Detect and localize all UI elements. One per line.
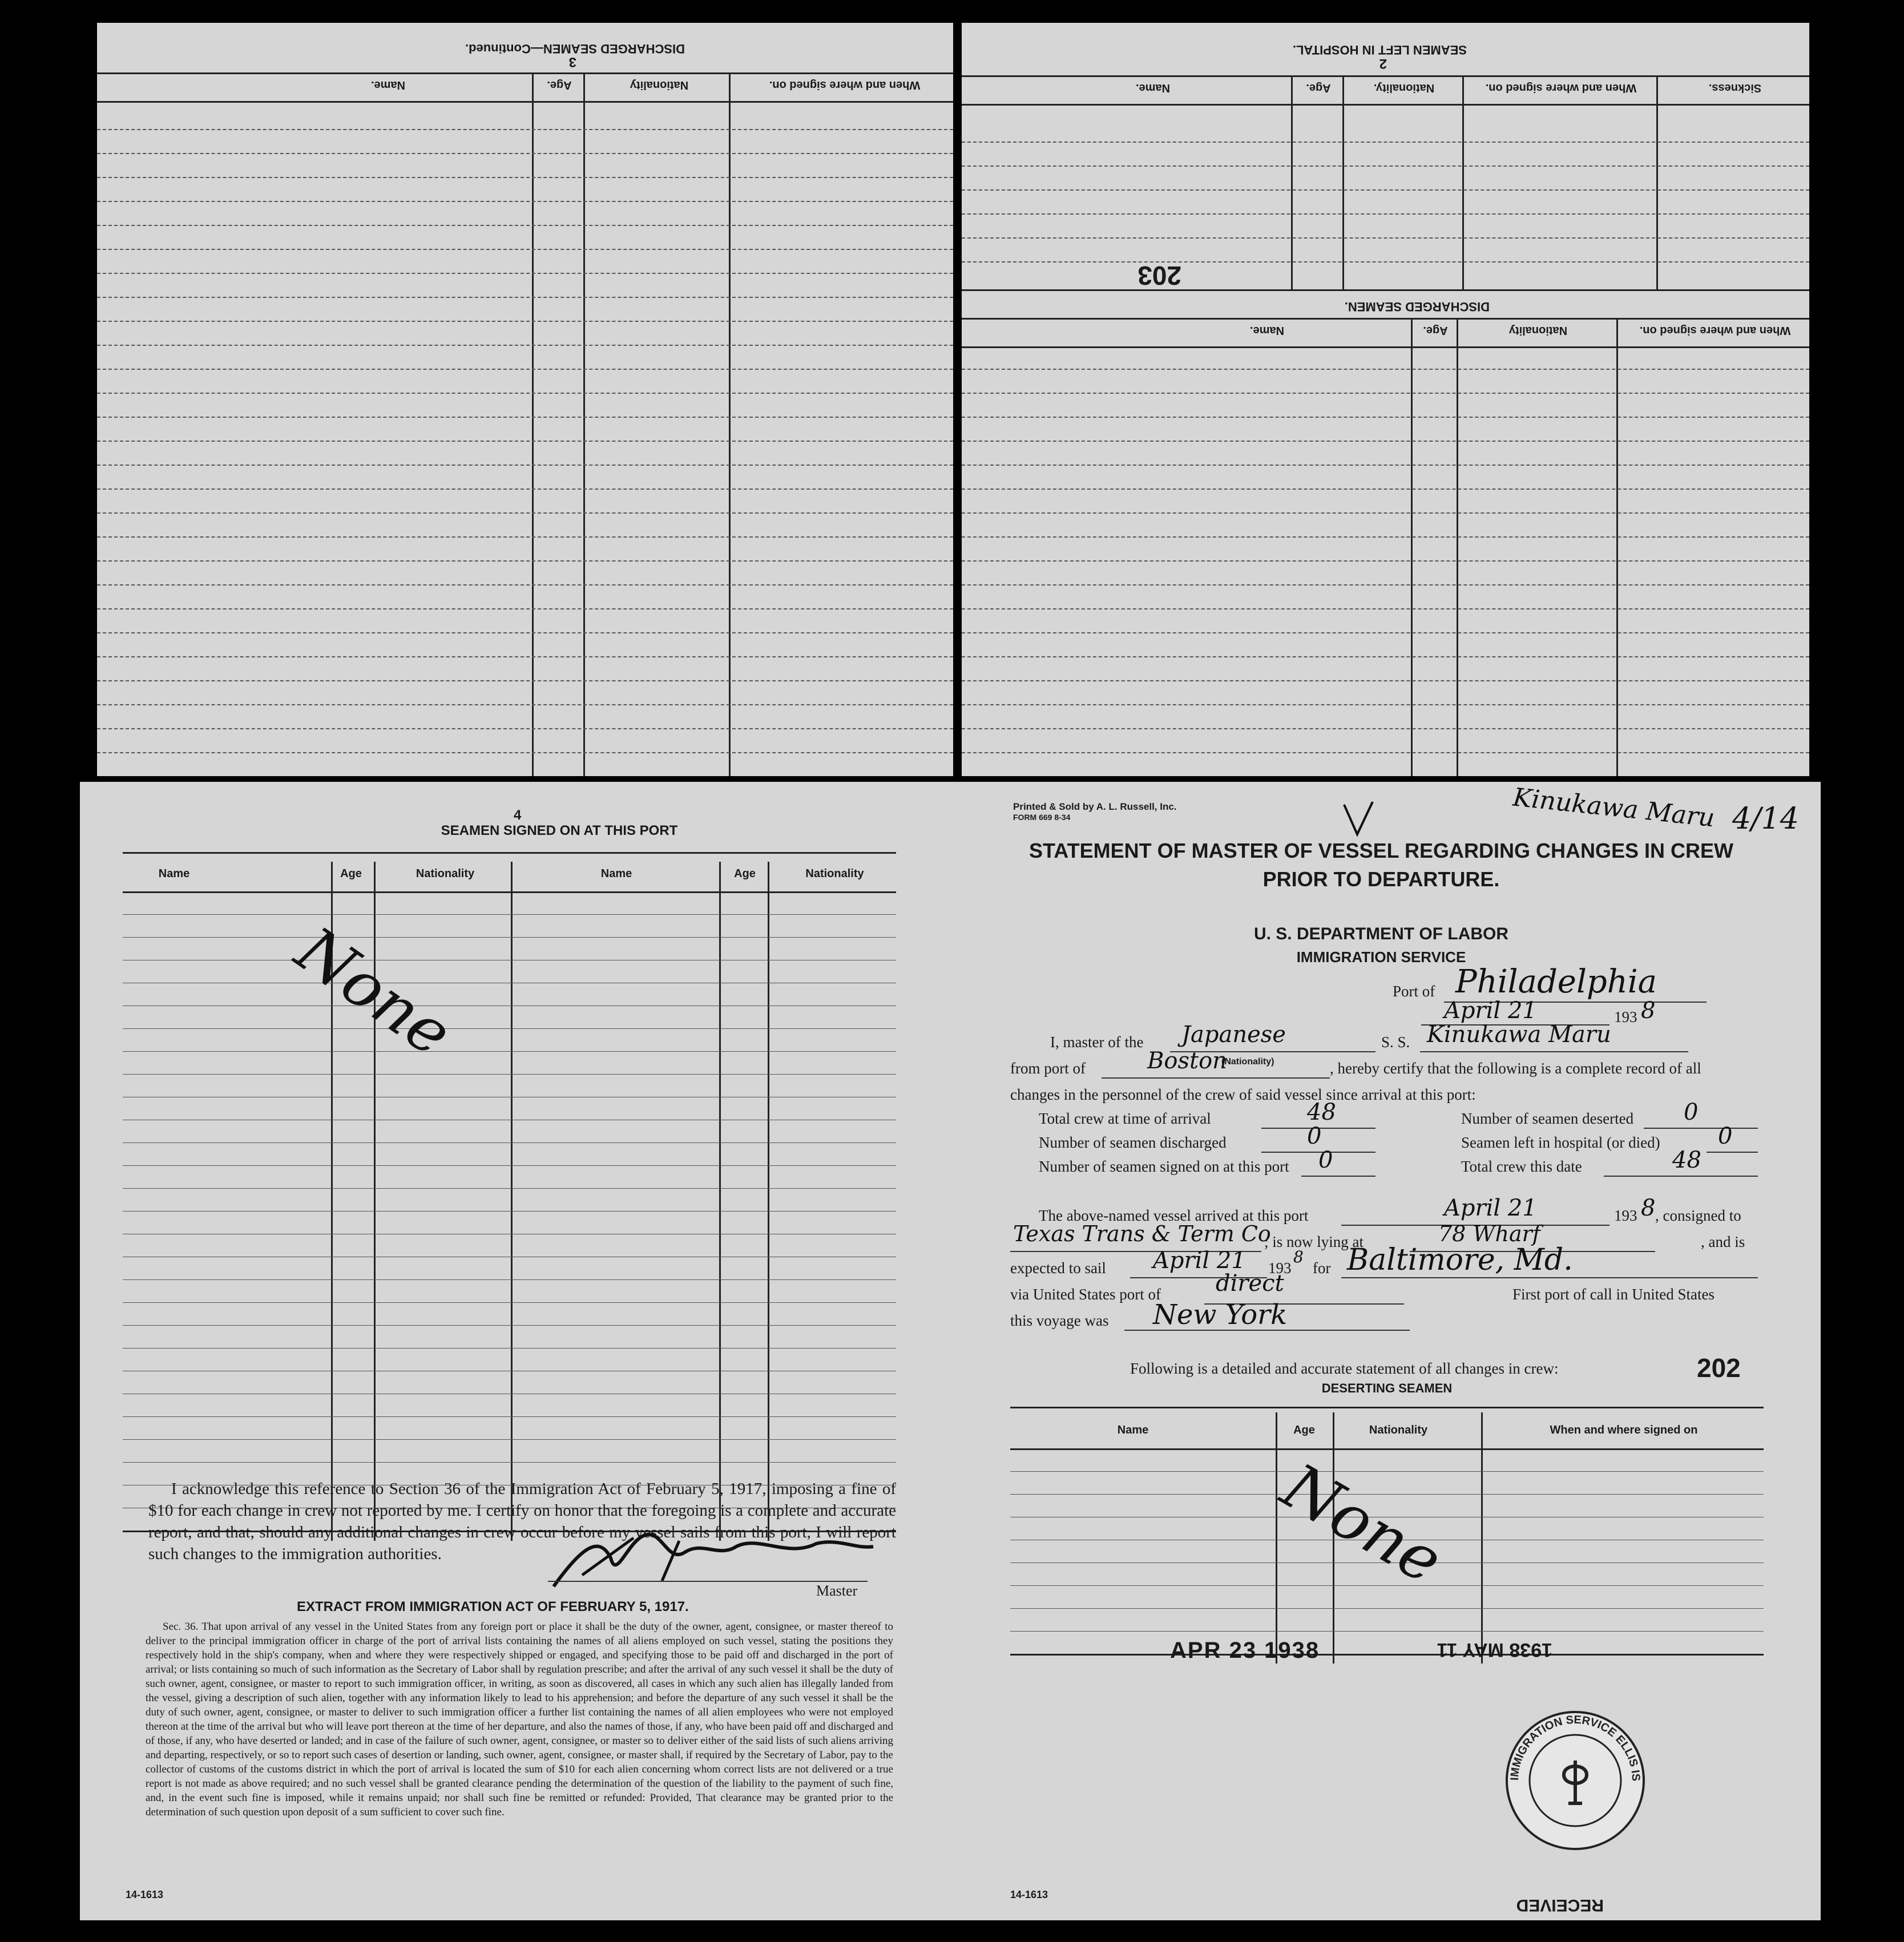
- form-code: 14-1613: [1010, 1889, 1048, 1900]
- col-name-2: Name: [600, 867, 632, 880]
- entry-line: [97, 656, 953, 657]
- from-port-value: Boston: [1147, 1048, 1227, 1074]
- deserted-value: 0: [1684, 1099, 1699, 1125]
- seal-text: IMMIGRATION SERVICE ELLIS IS: [1508, 1713, 1643, 1782]
- form-code: 14-1613: [126, 1889, 164, 1900]
- total-arrival-value: 48: [1307, 1099, 1336, 1125]
- discharged-col-when: When and where signed on.: [1639, 324, 1791, 337]
- hospital-title: SEAMEN LEFT IN HOSPITAL.: [1292, 43, 1467, 57]
- page-3-upside-down: [97, 23, 953, 776]
- year-prefix: 193: [1614, 1008, 1637, 1025]
- discharged-col-nationality: Nationality: [1508, 324, 1568, 337]
- handwritten-none: None: [1270, 1450, 1455, 1598]
- and-is-label: , and is: [1701, 1233, 1745, 1250]
- arrived-value: April 21: [1444, 1195, 1537, 1221]
- row-line: [123, 937, 896, 938]
- form-title-line1: STATEMENT OF MASTER OF VESSEL REGARDING CHANGES IN CREW: [1028, 839, 1734, 862]
- page-4-number: 4: [514, 808, 522, 823]
- via-value: direct: [1216, 1270, 1284, 1297]
- received-date-stamp: APR 23 1938: [1170, 1638, 1320, 1663]
- col-divider: [1342, 77, 1344, 291]
- extract-title: EXTRACT FROM IMMIGRATION ACT OF FEBRUARY 5, 1917.: [297, 1599, 689, 1614]
- voyage-label: this voyage was: [1010, 1312, 1109, 1329]
- entry-line: [97, 369, 953, 370]
- total-date-value: 48: [1672, 1147, 1701, 1173]
- entry-line: [97, 560, 953, 562]
- signed-on-label: Number of seamen signed on at this port: [1039, 1158, 1289, 1175]
- from-port-line: [1102, 1077, 1330, 1079]
- entry-line: [962, 536, 1809, 538]
- desert-col-when: When and where signed on: [1550, 1424, 1698, 1436]
- first-port-label: First port of call in United States: [1512, 1286, 1715, 1303]
- department: U. S. DEPARTMENT OF LABOR: [1253, 924, 1509, 943]
- header-rule: [97, 72, 953, 74]
- col-age-1: Age: [340, 867, 362, 880]
- table-header-rule: [123, 891, 896, 893]
- col-divider: [1276, 1412, 1277, 1664]
- row-line: [123, 1416, 896, 1417]
- page-3-section-title: DISCHARGED SEAMEN—Continued.: [465, 42, 685, 56]
- col-age-2: Age: [734, 867, 756, 880]
- entry-line: [962, 465, 1809, 466]
- entry-line: [97, 297, 953, 298]
- page-number-stamp: 203: [1137, 261, 1181, 290]
- for-label: for: [1313, 1259, 1331, 1277]
- discharged-col-name: Name.: [1249, 324, 1285, 337]
- page-3-content: [97, 23, 953, 776]
- desert-col-nationality: Nationality: [1369, 1424, 1428, 1436]
- master-label: Master: [816, 1582, 858, 1599]
- col-divider: [1411, 320, 1413, 776]
- consignee-value: Texas Trans & Term Co: [1013, 1221, 1271, 1246]
- annotation-ship-name: Kinukawa Maru: [1511, 782, 1716, 833]
- signed-on-title: SEAMEN SIGNED ON AT THIS PORT: [441, 823, 678, 838]
- entry-line: [97, 225, 953, 226]
- signed-on-line: [1301, 1176, 1375, 1177]
- row-line: [123, 1279, 896, 1280]
- row-line: [123, 914, 896, 915]
- col-divider: [729, 74, 731, 776]
- hospital-header-rule-2: [962, 104, 1809, 106]
- entry-line: [97, 704, 953, 705]
- deserting-title: DESERTING SEAMEN: [1321, 1381, 1453, 1395]
- hospital-col-age: Age.: [1306, 82, 1331, 94]
- entry-line: [97, 249, 953, 250]
- row-line: [1010, 1585, 1764, 1586]
- deserting-top-rule: [1010, 1407, 1764, 1408]
- entry-line: [962, 728, 1809, 729]
- entry-line: [962, 608, 1809, 609]
- row-line: [123, 1051, 896, 1052]
- entry-line: [97, 465, 953, 466]
- row-line: [1010, 1631, 1764, 1632]
- col-divider: [1291, 77, 1293, 291]
- desert-col-age: Age: [1293, 1424, 1315, 1436]
- row-line: [123, 1188, 896, 1189]
- destination-line: [1341, 1277, 1758, 1278]
- col-divider: [1656, 77, 1658, 291]
- col-name-1: Name: [158, 867, 190, 880]
- deserted-label: Number of seamen deserted: [1461, 1110, 1634, 1127]
- row-line: [123, 1074, 896, 1075]
- annotation-date: 4/14: [1732, 802, 1799, 836]
- hospital-label: Seamen left in hospital (or died): [1461, 1134, 1660, 1151]
- header-rule-2: [97, 101, 953, 103]
- entry-line: [97, 129, 953, 130]
- ship-name: Kinukawa Maru: [1427, 1022, 1611, 1048]
- page-3-number: 3: [568, 54, 576, 70]
- col-divider: [1616, 320, 1618, 776]
- entry-line: [962, 165, 1809, 167]
- row-line: [123, 1142, 896, 1143]
- entry-line: [97, 512, 953, 514]
- check-mark: [1341, 799, 1375, 842]
- arrived-year-suffix: 8: [1641, 1195, 1656, 1221]
- row-line: [1010, 1608, 1764, 1609]
- table-top-rule: [123, 852, 896, 854]
- ship-name-line: [1420, 1051, 1688, 1052]
- entry-line: [962, 393, 1809, 394]
- deserting-bottom-rule: [1010, 1654, 1764, 1656]
- extract-text: Sec. 36. That upon arrival of any vessel in the United States from any foreign port or place it shall be the duty of the owner, agent, consignee, or master thereof to deliver to the principal immigration officer in charge of the port of arrival lists containing the names of all aliens employed on such vessel, stating the positions they respectively hold in the ship's company, when and where they were respectively shipped or engaged, and specifying those to be paid off and discharged in the port of arrival; or lists containing so much of such information as the Secretary of Labor shall by regulation prescribe; and after the arrival of any such vessel it shall be the duty of such owner, agent, consignee, or master to report to such immigration officer, in writing, as soon as discovered, all cases in which any such alien has illegally landed from the vessel, giving a description of such alien, together with any information likely to lead to his apprehension; and before the departure of any such vessel it shall be the duty of such owner, agent, consignee, or master to deliver to such immigration officer a further list containing the names of all alien employees who were not employed thereon at the time of the arrival but who will leave port thereon at the time of her departure, and also the names of those, if any, who have been paid off and discharged and of those, if any, who have deserted or landed; and in case of the failure of such owner, agent, consignee, or master so to deliver either of the said lists of such aliens arriving and departing, respectively, or so to report such cases of desertion or landing, such owner, agent, consignee, or master shall, if required by the Secretary of Labor, pay to the collector of customs of the customs district in which the port of arrival is located the sum of $10 for each alien concerning whom correct lists are not delivered or a true report is not made as above required; and no such vessel shall be granted clearance pending the determination of the question of the liability to the payment of such fine, and, in the event such fine is imposed, while it remains unpaid; nor shall such fine be remitted or refunded: Provided, That clearance may be granted prior to the determination of such question upon deposit of a sum sufficient to cover such fine.: [146, 1621, 893, 1818]
- date-value: April 21: [1444, 998, 1537, 1024]
- entry-line: [962, 261, 1809, 263]
- port-value: Philadelphia: [1455, 963, 1657, 1000]
- col-nationality-2: Nationality: [805, 867, 864, 880]
- col-name: Name.: [370, 79, 406, 91]
- page-2-number: 2: [1379, 56, 1387, 71]
- entry-line: [97, 728, 953, 729]
- row-line: [123, 1165, 896, 1166]
- row-line: [1010, 1471, 1764, 1472]
- entry-line: [97, 584, 953, 586]
- nationality-value: Japanese: [1181, 1022, 1286, 1048]
- entry-line: [97, 608, 953, 609]
- immigration-seal: [1501, 1706, 1649, 1855]
- entry-line: [97, 177, 953, 178]
- row-line: [123, 1348, 896, 1349]
- changes-text: changes in the personnel of the crew of said vessel since arrival at this port:: [1010, 1086, 1476, 1103]
- year-suffix: 8: [1641, 998, 1656, 1024]
- hospital-header-rule: [962, 75, 1809, 77]
- page-4: [80, 782, 953, 1920]
- row-line: [123, 1302, 896, 1303]
- entry-line: [962, 142, 1809, 143]
- entry-line: [97, 273, 953, 274]
- row-line: [123, 1439, 896, 1440]
- row-line: [123, 1211, 896, 1212]
- entry-line: [962, 237, 1809, 239]
- col-nationality-1: Nationality: [416, 867, 475, 880]
- nationality-caption: (Nationality): [1221, 1057, 1274, 1067]
- entry-line: [962, 704, 1809, 705]
- row-line: [123, 1325, 896, 1326]
- entry-line: [962, 584, 1809, 586]
- entry-line: [962, 656, 1809, 657]
- col-when-signed: When and where signed on.: [769, 79, 921, 91]
- page-2-content: [962, 23, 1809, 776]
- page-1-statement: [942, 782, 1821, 1920]
- entry-line: [97, 632, 953, 633]
- hospital-col-name: Name.: [1135, 82, 1171, 94]
- entry-line: [962, 369, 1809, 370]
- entry-line: [962, 632, 1809, 633]
- entry-line: [97, 201, 953, 202]
- col-divider: [583, 74, 585, 776]
- entry-line: [962, 560, 1809, 562]
- service: IMMIGRATION SERVICE: [1296, 948, 1466, 966]
- following-text: Following is a detailed and accurate statement of all changes in crew:: [1130, 1360, 1559, 1377]
- entry-line: [97, 153, 953, 154]
- entry-line: [97, 441, 953, 442]
- col-divider: [532, 74, 534, 776]
- col-divider: [1457, 320, 1458, 776]
- hospital-col-nationality: Nationality.: [1373, 82, 1435, 94]
- form-title-line2: PRIOR TO DEPARTURE.: [1262, 867, 1500, 891]
- col-divider: [1462, 77, 1464, 291]
- hospital-col-when: When and where signed on.: [1485, 82, 1637, 94]
- col-nationality: Nationality: [630, 79, 689, 91]
- deserting-header-rule: [1010, 1448, 1764, 1450]
- entry-line: [97, 536, 953, 538]
- entry-line: [962, 752, 1809, 753]
- entry-line: [962, 488, 1809, 490]
- expected-label: expected to sail: [1010, 1259, 1106, 1277]
- col-age: Age.: [547, 79, 572, 91]
- row-line: [1010, 1494, 1764, 1495]
- entry-line: [962, 441, 1809, 442]
- via-label: via United States port of: [1010, 1286, 1161, 1303]
- first-port-value: New York: [1153, 1299, 1288, 1331]
- may-stamp: 1938 MAY 11: [1437, 1639, 1552, 1661]
- discharged-label: Number of seamen discharged: [1039, 1134, 1227, 1151]
- lying-label: ; is now lying at: [1264, 1233, 1364, 1250]
- form-number: FORM 669 8-34: [1013, 813, 1071, 822]
- col-divider: [1481, 1412, 1483, 1664]
- hospital-line: [1707, 1152, 1758, 1153]
- received-stamp: RECEIVED: [1516, 1896, 1604, 1915]
- consigned-label: , consigned to: [1655, 1207, 1741, 1224]
- entry-line: [97, 488, 953, 490]
- entry-line: [97, 417, 953, 418]
- hospital-col-sickness: Sickness.: [1708, 82, 1762, 94]
- entry-line: [962, 417, 1809, 418]
- lying-value: 78 Wharf: [1438, 1221, 1540, 1246]
- sail-date-value: April 21: [1153, 1247, 1246, 1274]
- desert-col-name: Name: [1117, 1424, 1149, 1436]
- sail-year-prefix: 193: [1268, 1259, 1292, 1277]
- discharged-header-rule-2: [962, 346, 1809, 348]
- entry-line: [962, 680, 1809, 681]
- entry-line: [97, 752, 953, 753]
- deserted-line: [1644, 1128, 1758, 1129]
- handwritten-none: None: [283, 913, 465, 1071]
- hospital-value: 0: [1718, 1123, 1733, 1149]
- entry-line: [97, 321, 953, 322]
- discharged-header-rule: [962, 318, 1809, 320]
- acknowledgement: I acknowledge this reference to Section 36 of the Immigration Act of February 5, 1917, imposing a fine of $10 for each change in crew not reported by me. I certify on honor that the foregoing is a complete and accurate report, and that, should any additional changes in crew occur before my vessel sails from this port, I will report such changes to the immigration authorities.: [148, 1480, 896, 1563]
- total-arrival-label: Total crew at time of arrival: [1039, 1110, 1211, 1127]
- printer-credit: Printed & Sold by A. L. Russell, Inc.: [1013, 801, 1177, 812]
- entry-line: [962, 189, 1809, 191]
- signed-on-value: 0: [1318, 1147, 1333, 1173]
- certify-text: , hereby certify that the following is a complete record of all: [1330, 1060, 1701, 1077]
- total-date-line: [1604, 1176, 1758, 1177]
- from-port-label: from port of: [1010, 1060, 1086, 1077]
- section-rule: [962, 289, 1809, 291]
- master-of-label: I, master of the: [1050, 1033, 1144, 1051]
- entry-line: [97, 393, 953, 394]
- entry-line: [962, 213, 1809, 215]
- total-date-label: Total crew this date: [1461, 1158, 1582, 1175]
- destination-value: Baltimore, Md.: [1347, 1243, 1573, 1277]
- stamped-number: 202: [1697, 1353, 1741, 1383]
- discharged-col-age: Age.: [1423, 324, 1448, 337]
- discharged-value: 0: [1307, 1123, 1322, 1149]
- entry-line: [97, 680, 953, 681]
- entry-line: [962, 512, 1809, 514]
- arrived-label: The above-named vessel arrived at this port: [1039, 1207, 1309, 1224]
- arrived-year-prefix: 193: [1614, 1207, 1637, 1224]
- port-label: Port of: [1393, 983, 1435, 1000]
- row-line: [123, 1028, 896, 1029]
- entry-line: [97, 345, 953, 346]
- row-line: [123, 1462, 896, 1463]
- discharged-title: DISCHARGED SEAMEN.: [1344, 300, 1490, 314]
- sail-year-suffix: 8: [1293, 1247, 1304, 1266]
- ss-label: S. S.: [1381, 1033, 1410, 1051]
- page-2-upside-down: [962, 23, 1809, 776]
